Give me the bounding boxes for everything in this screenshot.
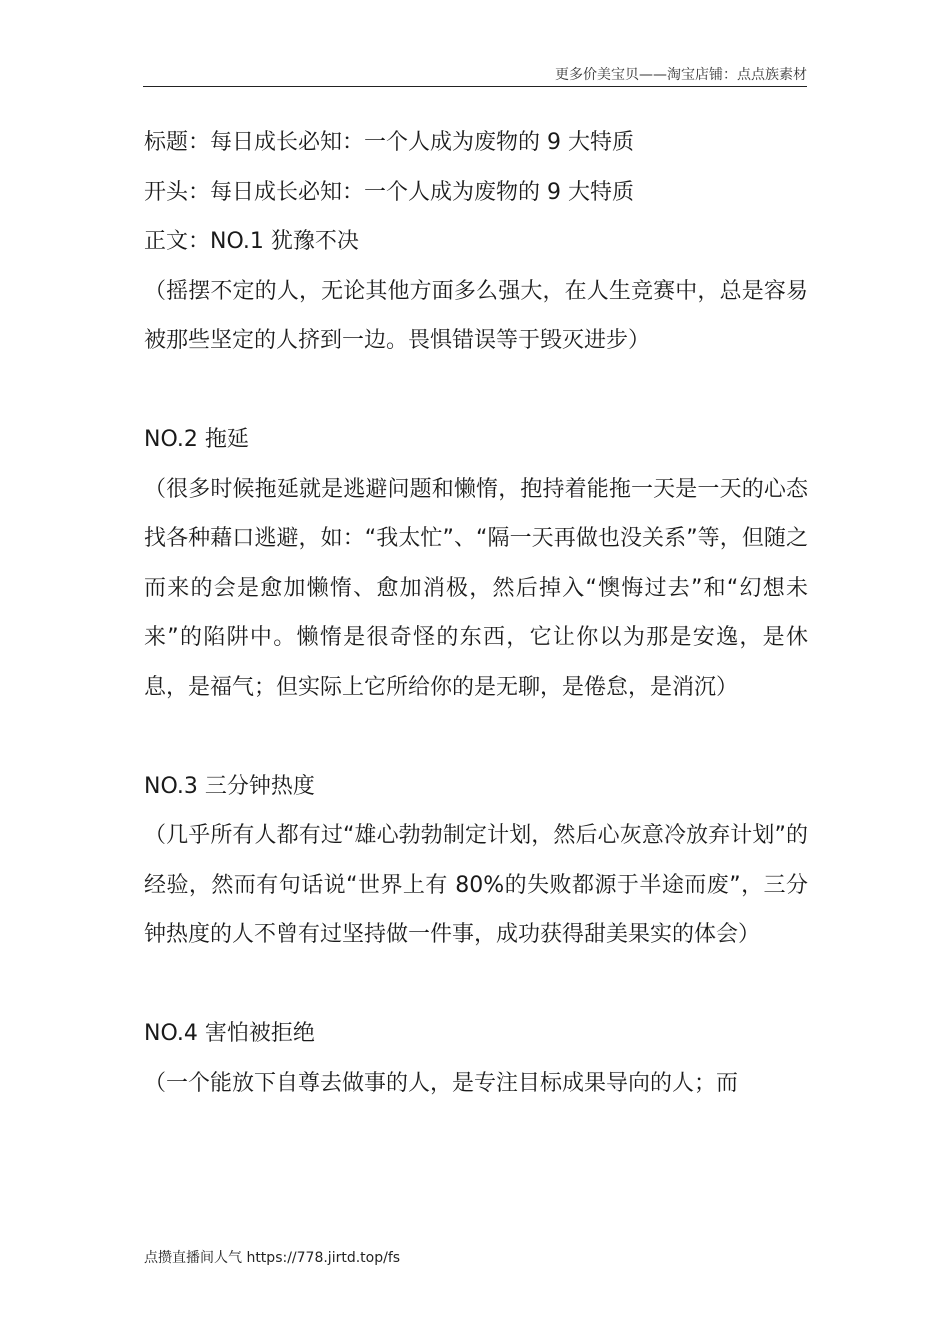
document-body — [144, 118, 808, 1108]
paragraph-gap — [144, 960, 808, 1010]
opening-line: 开头：每日成长必知：一个人成为废物的 9 大特质 — [144, 179, 634, 205]
page-header-text: 更多价美宝贝——淘宝店铺：点点族素材 — [555, 67, 807, 83]
paragraph-gap — [144, 366, 808, 416]
item-4-description: （一个能放下自尊去做事的人，是专注目标成果导向的人；而 — [144, 1070, 739, 1096]
item-4-heading: NO.4 害怕被拒绝 — [144, 1021, 315, 1046]
title-line: 标题：每日成长必知：一个人成为废物的 9 大特质 — [144, 130, 634, 155]
item-3-description: （几乎所有人都有过“雄心勃勃制定计划，然后心灰意冷放弃计划”的经验，然而有句话说“世界上有 80%的失败都源于半途而废”，三分钟热度的人不曾有过坚持做一件事，成功获得甜美果实的体会） — [144, 823, 808, 947]
item-1-description: （摇摆不定的人，无论其他方面多么强大，在人生竞赛中，总是容易被那些坚定的人挤到一边。畏惧错误等于毁灭进步） — [144, 278, 808, 353]
page-footer-text: 点攒直播间人气 https://778.jirtd.top/fs — [144, 1250, 401, 1266]
body-label-line: 正文：NO.1 犹豫不决 — [144, 229, 359, 254]
item-3-heading: NO.3 三分钟热度 — [144, 773, 315, 799]
item-2-description: （很多时候拖延就是逃避问题和懒惰，抱持着能拖一天是一天的心态找各种藉口逃避，如：“我太忙”、“隔一天再做也没关系”等，但随之而来的会是愈加懒惰、愈加消极，然后掉入“懊悔过去”和“幻想未来”的陷阱中。懒惰是很奇怪的东西，它让你以为那是安逸，是休息，是福气；但实际上它所给你的是无聊，是倦怠，是消沉） — [144, 476, 808, 700]
item-2-heading: NO.2 拖延 — [144, 427, 249, 452]
header-divider — [143, 86, 807, 87]
paragraph-gap — [144, 712, 808, 762]
